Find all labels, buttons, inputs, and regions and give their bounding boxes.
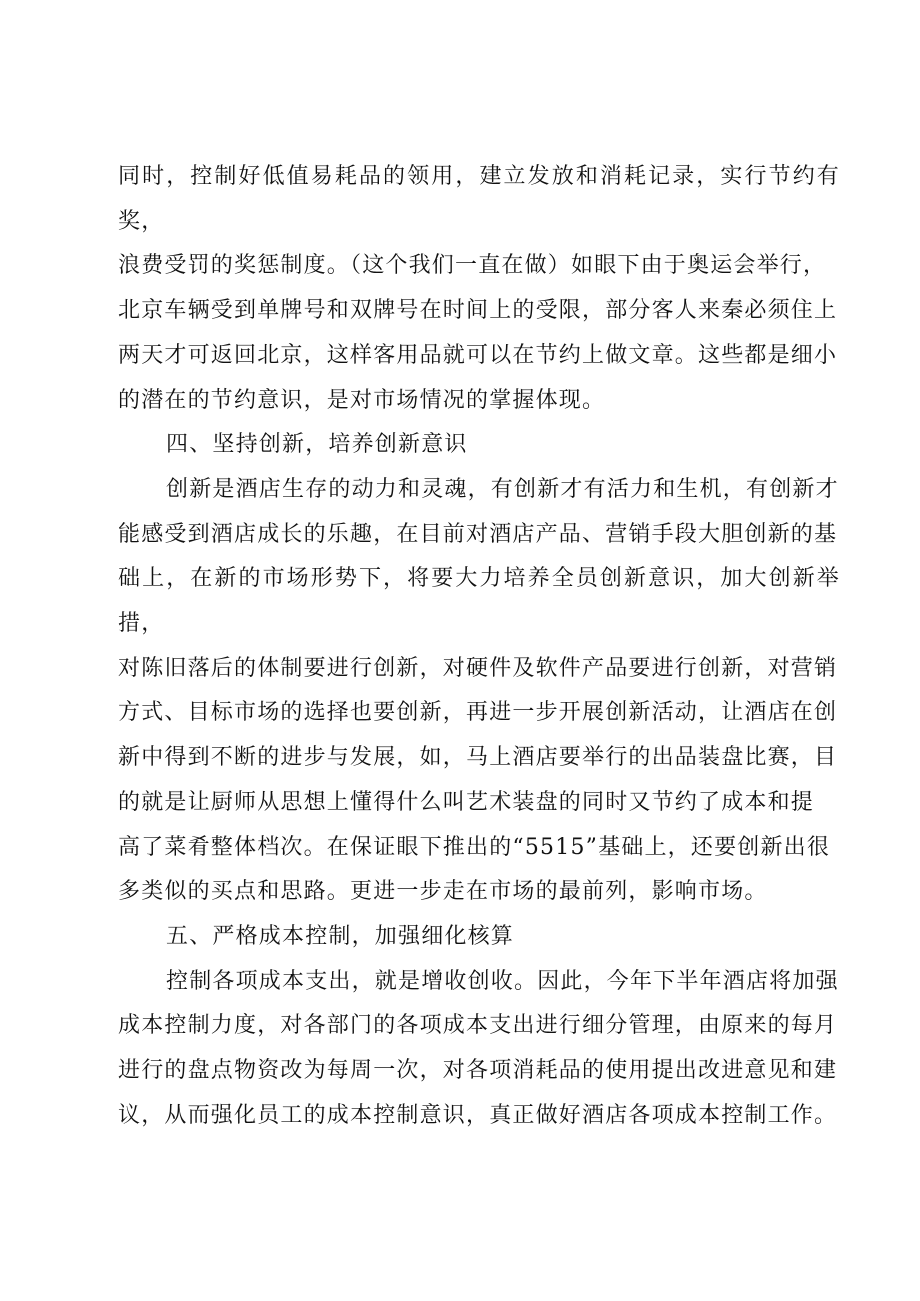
document-body [118, 155, 840, 1138]
text-line: 成本控制力度，对各部门的各项成本支出进行细分管理，由原来的每月 [118, 1013, 838, 1039]
section-heading-cost-control: 五、严格成本控制，加强细化核算 [166, 923, 515, 949]
paragraph-cost-saving [118, 155, 840, 423]
text-line: 进行的盘点物资改为每周一次，对各项消耗品的使用提出改进意见和建 [118, 1058, 838, 1084]
text-line: 对陈旧落后的体制要进行创新，对硬件及软件产品要进行创新，对营销 [118, 655, 838, 681]
paragraph-cost-control [118, 960, 840, 1139]
text-line: 方式、目标市场的选择也要创新，再进一步开展创新活动，让酒店在创 [118, 700, 838, 726]
text-line: 多类似的买点和思路。更进一步走在市场的最前列，影响市场。 [118, 879, 768, 905]
text-line: 的潜在的节约意识，是对市场情况的掌握体现。 [118, 387, 606, 413]
text-line: 础上，在新的市场形势下，将要大力培养全员创新意识，加大创新举措， [118, 566, 840, 637]
paragraph-innovation [118, 468, 840, 915]
text-line: 创新是酒店生存的动力和灵魂，有创新才有活力和生机，有创新才 [166, 476, 839, 502]
text-line: 议，从而强化员工的成本控制意识，真正做好酒店各项成本控制工作。 [118, 1102, 838, 1128]
text-line: 的就是让厨师从思想上懂得什么叫艺术装盘的同时又节约了成本和提 [118, 789, 815, 815]
text-line: 高了菜肴整体档次。在保证眼下推出的“5515”基础上，还要创新出很 [118, 834, 831, 860]
text-line: 浪费受罚的奖惩制度。（这个我们一直在做）如眼下由于奥运会举行， [118, 253, 827, 279]
text-line: 两天才可返回北京，这样客用品就可以在节约上做文章。这些都是细小 [118, 342, 838, 368]
text-line: 北京车辆受到单牌号和双牌号在时间上的受限，部分客人来秦必须住上 [118, 298, 838, 324]
text-line: 新中得到不断的进步与发展，如，马上酒店要举行的出品装盘比赛，目 [118, 745, 838, 771]
section-heading-innovation: 四、坚持创新，培养创新意识 [166, 432, 468, 458]
text-line: 同时，控制好低值易耗品的领用，建立发放和消耗记录，实行节约有奖， [118, 164, 840, 234]
text-line: 控制各项成本支出，就是增收创收。因此，今年下半年酒店将加强 [166, 968, 839, 994]
text-line: 能感受到酒店成长的乐趣，在目前对酒店产品、营销手段大胆创新的基 [118, 521, 838, 547]
